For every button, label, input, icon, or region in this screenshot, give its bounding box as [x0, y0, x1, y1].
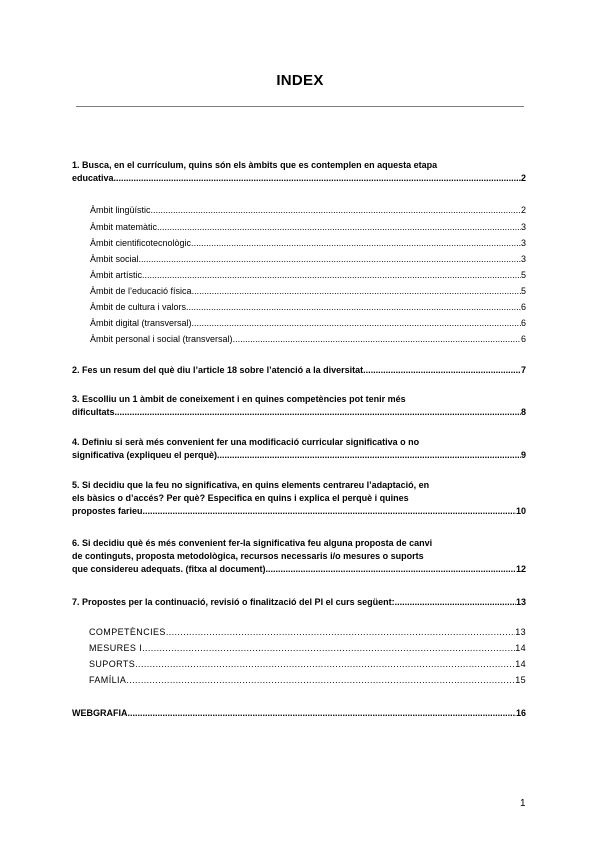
page-title: INDEX	[276, 72, 324, 89]
dot-leader	[135, 658, 515, 671]
toc-entry-3-title: dificultats	[72, 407, 115, 417]
toc-entry-5-line1: 5. Si decidiu que la feu no significativa, en quins elements centrareu l’adaptació, en	[72, 480, 430, 490]
toc-subentry-artistic[interactable]	[90, 269, 526, 282]
dot-leader	[139, 253, 521, 266]
toc-entry-3-line1: 3. Escolliu un 1 àmbit de coneixement i en quines competències pot tenir més	[72, 394, 406, 404]
toc-subentry-family[interactable]	[89, 674, 526, 687]
toc-subentry-personal-social[interactable]	[90, 333, 526, 346]
dot-leader	[157, 221, 521, 234]
toc-entry-4[interactable]	[72, 436, 526, 462]
toc-entry-3-page: 8	[520, 407, 526, 417]
dot-leader	[194, 237, 521, 250]
toc-subentry-title: Àmbit digital (transversal)	[90, 318, 192, 328]
toc-entry-6[interactable]	[72, 537, 526, 576]
dot-leader	[363, 364, 521, 377]
toc-entry-4-line1: 4. Definiu si serà més convenient fer una modificació curricular significativa o no	[72, 437, 420, 447]
toc-subentry-page: 2	[520, 205, 526, 215]
toc-entry-6-page: 12	[515, 564, 526, 574]
toc-subentry-science[interactable]	[90, 237, 526, 250]
toc-subentry-social[interactable]	[90, 253, 526, 266]
page-number: 1	[520, 798, 526, 809]
toc-subentry-linguistic[interactable]	[90, 204, 526, 217]
toc-entry-webgrafia-page: 16	[515, 708, 526, 718]
toc-entry-5-title: propostes farieu	[72, 506, 143, 516]
toc-subentry-title: Àmbit social	[90, 254, 139, 264]
toc-subentry-page: 15	[515, 675, 526, 685]
toc-subentry-page: 5	[520, 270, 526, 280]
toc-subentry-title: Àmbit matemàtic	[90, 222, 158, 232]
dot-leader	[143, 505, 516, 518]
dot-leader	[151, 204, 521, 217]
toc-subentry-page: 14	[515, 643, 526, 653]
toc-entry-4-title: significativa (expliqueu el perquè)	[72, 450, 218, 460]
toc-entry-webgrafia-title: WEBGRAFIA	[72, 708, 128, 718]
toc-subentry-page: 3	[520, 222, 526, 232]
toc-entry-5-page: 10	[515, 506, 526, 516]
toc-subentry-page: 14	[515, 659, 526, 669]
toc-subentry-digital[interactable]	[90, 317, 526, 330]
toc-subentry-culture-values[interactable]	[90, 301, 526, 314]
dot-leader	[186, 301, 521, 314]
toc-subentry-mathematics[interactable]	[90, 221, 526, 234]
toc-entry-2[interactable]	[72, 364, 526, 377]
toc-subentry-title: Àmbit de cultura i valors	[90, 302, 187, 312]
toc-entry-webgrafia[interactable]	[72, 707, 526, 720]
dot-leader	[128, 707, 516, 720]
toc-entry-6-line2: de continguts, proposta metodològica, recursos necessaris i/o mesures o suports	[72, 551, 424, 561]
toc-entry-2-title: 2. Fes un resum del què diu l’article 18 sobre l’atenció a la diversitat	[72, 365, 364, 375]
toc-entry-2-page: 7	[520, 365, 526, 375]
toc-entry-7-title: 7. Propostes per la continuació, revisió o finalització del PI el curs següent:	[72, 597, 395, 607]
toc-subentry-title: FAMÍLIA	[89, 675, 127, 685]
toc-subentry-page: 13	[515, 627, 526, 637]
toc-subentry-title: Àmbit personal i social (transversal)	[90, 334, 233, 344]
toc-subentry-title: COMPETÈNCIES	[89, 627, 166, 637]
toc-subentry-title: Àmbit artístic	[90, 270, 143, 280]
toc-subentry-title: Àmbit lingüístic	[90, 205, 151, 215]
dot-leader	[395, 596, 516, 609]
toc-entry-3[interactable]	[72, 393, 526, 419]
toc-subentry-competencies[interactable]	[89, 626, 526, 639]
toc-subentry-title: MESURES I	[89, 643, 143, 653]
toc-subentry-title: SUPORTS	[89, 659, 136, 669]
toc-entry-5-line2: els bàsics o d’accés? Per què? Especifica en quins i explica el perquè i quines	[72, 493, 409, 503]
dot-leader	[142, 642, 515, 655]
dot-leader	[115, 406, 521, 419]
toc-subentry-page: 3	[520, 238, 526, 248]
dot-leader	[166, 626, 515, 639]
dot-leader	[217, 449, 521, 462]
toc-entry-1-line1: 1. Busca, en el currículum, quins són els àmbits que es contemplen en aquesta etapa	[72, 160, 438, 170]
toc-entry-7-page: 13	[515, 597, 526, 607]
toc-subentry-page: 3	[520, 254, 526, 264]
dot-leader	[126, 674, 515, 687]
dot-leader	[233, 333, 521, 346]
dot-leader	[142, 269, 521, 282]
toc-subentry-page: 6	[520, 318, 526, 328]
toc-entry-6-line1: 6. Si decidiu què és més convenient fer-la significativa feu alguna proposta de canvi	[72, 538, 433, 548]
dot-leader	[114, 172, 521, 185]
toc-subentry-title: Àmbit cientificotecnològic.	[90, 238, 194, 248]
toc-entry-4-page: 9	[520, 450, 526, 460]
toc-subentry-page: 6	[520, 334, 526, 344]
dot-leader	[192, 285, 521, 298]
toc-entry-1[interactable]	[72, 159, 526, 185]
toc-entry-1-page: 2	[520, 173, 526, 183]
dot-leader	[192, 317, 521, 330]
toc-subentry-supports[interactable]	[89, 658, 526, 671]
toc-entry-1-title: educativa	[72, 173, 114, 183]
toc-subentry-measures[interactable]	[89, 642, 526, 655]
toc-subentry-page: 6	[520, 302, 526, 312]
toc-subentry-page: 5	[520, 286, 526, 296]
toc-entry-7[interactable]	[72, 596, 526, 609]
toc-entry-5[interactable]	[72, 479, 526, 518]
toc-subentry-title: Àmbit de l’educació física	[90, 286, 192, 296]
toc-subentry-physical-education[interactable]	[90, 285, 526, 298]
dot-leader	[266, 563, 516, 576]
toc-entry-6-title: que considereu adequats. (fitxa al document)	[72, 564, 266, 574]
